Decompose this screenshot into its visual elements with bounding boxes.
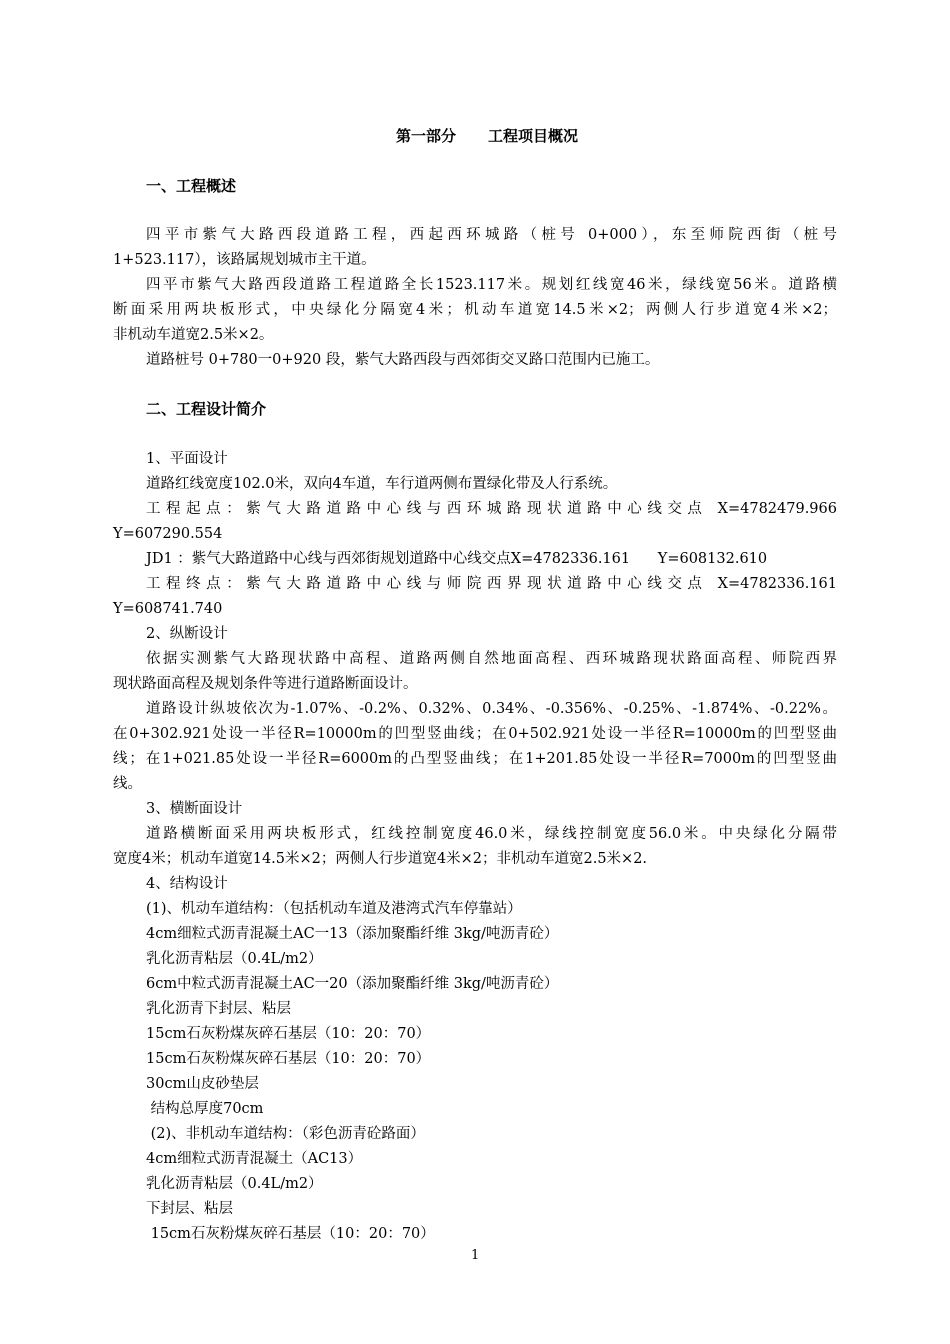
subheading-profile: 2、纵断设计 — [146, 626, 228, 642]
page-number: 1 — [471, 1248, 480, 1263]
subheading-plan: 1、平面设计 — [146, 451, 228, 467]
structure-line: (2)、非机动车道结构：（彩色沥青砼路面） — [146, 1126, 425, 1142]
paragraph-line: 线。 — [113, 776, 142, 792]
structure-line: 4cm细粒式沥青混凝土（AC13） — [146, 1151, 363, 1167]
paragraph-line: 宽度4米；机动车道宽14.5米×2；两侧人行步道宽4米×2；非机动车道宽2.5米×2. — [113, 851, 648, 867]
structure-line: 乳化沥青粘层（0.4L/m2） — [146, 951, 323, 967]
subheading-structure: 4、结构设计 — [146, 876, 228, 892]
paragraph-line: 道路设计纵坡依次为-1.07%、-0.2%、0.32%、0.34%、-0.356%、-0.25%、-1.874%、-0.22%。 — [146, 701, 837, 717]
section-heading-1: 一、工程概述 — [146, 177, 237, 195]
structure-line: 30cm山皮砂垫层 — [146, 1076, 259, 1092]
paragraph-line: 断面采用两块板形式，中央绿化分隔宽4米；机动车道宽14.5米×2；两侧人行步道宽4米×2； — [113, 302, 837, 318]
title-part: 第一部分 — [396, 127, 457, 145]
page-title: 工程项目概况 — [488, 127, 579, 145]
paragraph-line: Y=607290.554 — [113, 526, 223, 542]
paragraph-line: 现状路面高程及规划条件等进行道路断面设计。 — [113, 676, 418, 692]
paragraph-line: JD1 ：紫气大路道路中心线与西郊街规划道路中心线交点X=4782336.161 Y=608132.610 — [146, 551, 768, 567]
structure-line: 乳化沥青下封层、粘层 — [146, 1001, 291, 1017]
subheading-cross-section: 3、横断面设计 — [146, 801, 243, 817]
paragraph-line: 道路横断面采用两块板形式，红线控制宽度46.0米，绿线控制宽度56.0米。中央绿化分隔带 — [146, 826, 837, 842]
structure-line: (1)、机动车道结构：（包括机动车道及港湾式汽车停靠站） — [146, 901, 522, 917]
paragraph-line: 工程起点：紫气大路道路中心线与西环城路现状道路中心线交点 X=4782479.966 — [146, 501, 837, 517]
paragraph-line: 四平市紫气大路西段道路工程道路全长1523.117米。规划红线宽46米，绿线宽56米。道路横 — [146, 277, 837, 293]
paragraph-line: 依据实测紫气大路现状路中高程、道路两侧自然地面高程、西环城路现状路面高程、师院西界 — [146, 651, 837, 667]
paragraph-line: 道路红线宽度102.0米，双向4车道，车行道两侧布置绿化带及人行系统。 — [146, 476, 618, 492]
structure-line: 结构总厚度70cm — [146, 1101, 264, 1117]
structure-line: 4cm细粒式沥青混凝土AC一13（添加聚酯纤维 3kg/吨沥青砼） — [146, 926, 559, 942]
paragraph-line: 道路桩号 0+780一0+920 段，紫气大路西段与西郊街交叉路口范围内已施工。 — [146, 352, 660, 368]
paragraph-line: 四平市紫气大路西段道路工程，西起西环城路（桩号 0+000），东至师院西街（桩号 — [146, 227, 837, 243]
section-heading-2: 二、工程设计简介 — [146, 400, 267, 418]
paragraph-line: 1+523.117），该路属规划城市主干道。 — [113, 252, 376, 268]
paragraph-line: Y=608741.740 — [113, 601, 223, 617]
structure-line: 15cm石灰粉煤灰碎石基层（10：20：70） — [146, 1051, 431, 1067]
paragraph-line: 在0+302.921处设一半径R=10000m的凹型竖曲线；在0+502.921处设一半径R=10000m的凹型竖曲 — [113, 726, 837, 742]
structure-line: 下封层、粘层 — [146, 1201, 233, 1217]
paragraph-line: 线；在1+021.85处设一半径R=6000m的凸型竖曲线；在1+201.85处设一半径R=7000m的凹型竖曲 — [113, 751, 837, 767]
paragraph-line: 工程终点：紫气大路道路中心线与师院西界现状道路中心线交点 X=4782336.161 — [146, 576, 837, 592]
structure-line: 6cm中粒式沥青混凝土AC一20（添加聚酯纤维 3kg/吨沥青砼） — [146, 976, 559, 992]
structure-line: 15cm石灰粉煤灰碎石基层（10：20：70） — [146, 1026, 431, 1042]
structure-line: 乳化沥青粘层（0.4L/m2） — [146, 1176, 323, 1192]
paragraph-line: 非机动车道宽2.5米×2。 — [113, 327, 274, 343]
structure-line: 15cm石灰粉煤灰碎石基层（10：20：70） — [146, 1226, 435, 1242]
